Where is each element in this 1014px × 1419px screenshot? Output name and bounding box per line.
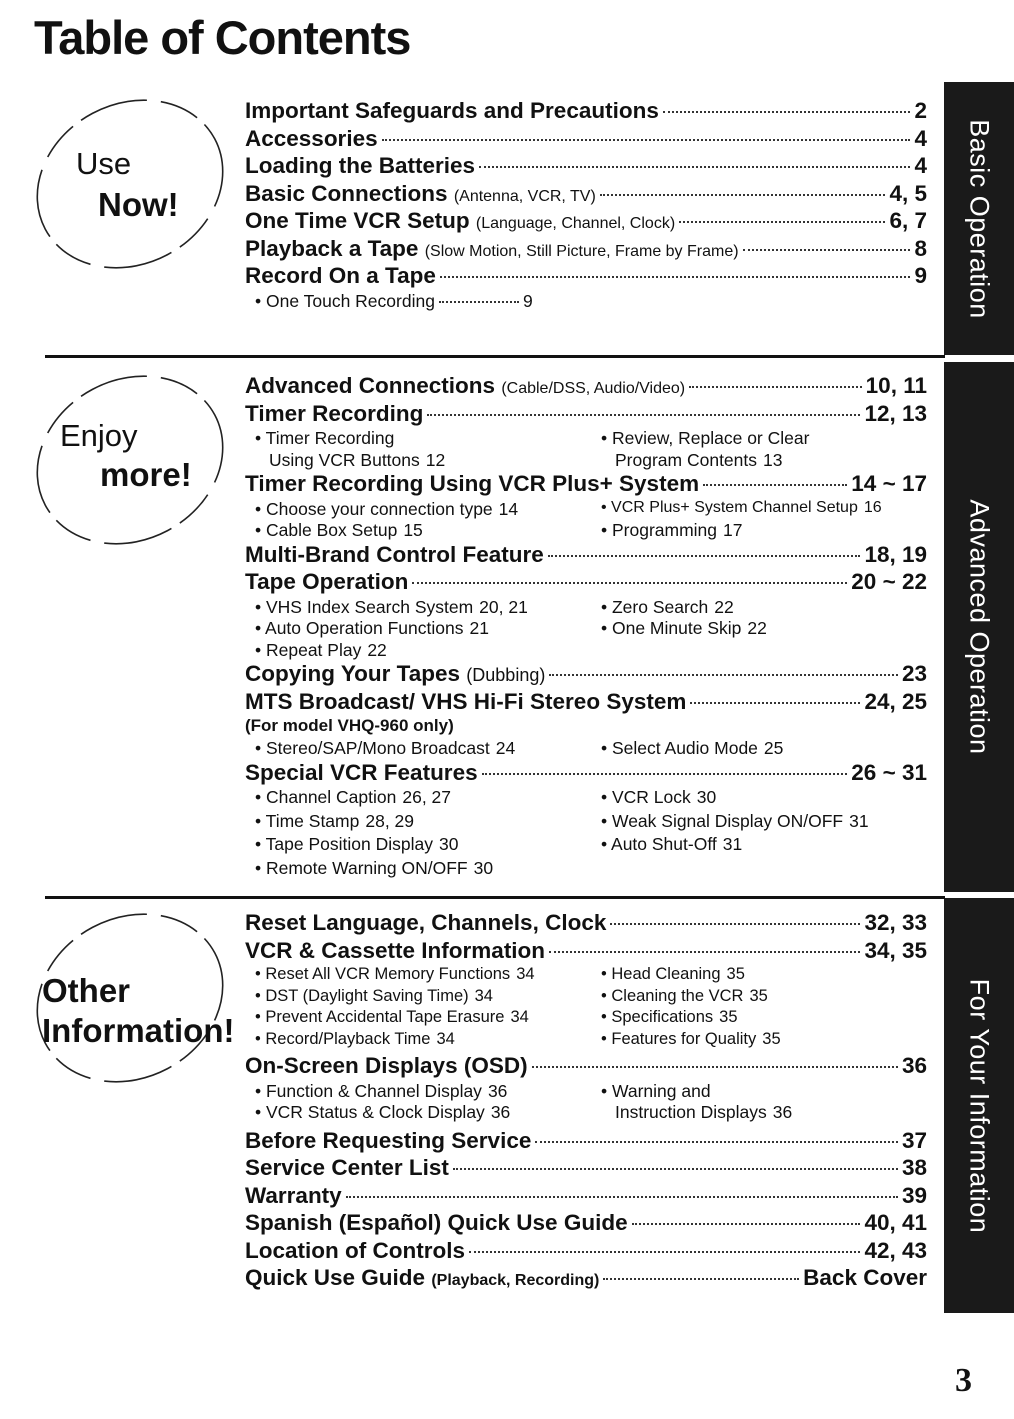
subitem-label: • Channel Caption	[255, 787, 397, 807]
subitem-grid	[245, 1081, 927, 1124]
tab-for-your-information[interactable]	[944, 898, 1014, 1313]
entry-title: Record On a Tape	[245, 263, 436, 288]
subitem-grid	[245, 597, 927, 662]
subitem-page: 20, 21	[479, 596, 528, 617]
toc-entry[interactable]	[245, 1210, 927, 1238]
toc-subitem[interactable]	[601, 965, 923, 987]
subitem-page: 22	[714, 596, 734, 617]
toc-entry[interactable]	[245, 208, 927, 236]
entry-title: Spanish (Español) Quick Use Guide	[245, 1210, 628, 1235]
subitem-page: 30	[696, 787, 717, 807]
subitem-label: • One Touch Recording	[255, 290, 435, 311]
subitem-label: • Remote Warning ON/OFF	[255, 857, 468, 878]
subitem-label: • Warning and	[601, 1080, 711, 1101]
toc-subitem[interactable]	[601, 811, 923, 833]
toc-subitem[interactable]	[601, 597, 923, 619]
badge-line-2: Information!	[42, 1012, 235, 1049]
badge-line-1: Other	[42, 972, 131, 1009]
subitem-label: • Reset All VCR Memory Functions	[255, 965, 511, 983]
subitem-label: • Cleaning the VCR	[601, 986, 744, 1005]
subitem-page: 34	[436, 1029, 455, 1048]
entry-page: Back Cover	[803, 1265, 927, 1290]
subitem-page: 22	[747, 618, 767, 638]
entry-page: 34, 35	[864, 937, 927, 963]
subitem-label: • Features for Quality	[601, 1029, 757, 1048]
subitem-page: 36	[490, 1102, 511, 1122]
entry-subtitle: (Language, Channel, Clock)	[475, 215, 676, 232]
toc-subitem[interactable]	[255, 520, 577, 542]
subitem-label: • Head Cleaning	[601, 965, 721, 983]
toc-subitem[interactable]	[255, 858, 577, 880]
toc-entry[interactable]	[245, 760, 927, 788]
subitem-page: 16	[863, 498, 882, 516]
toc-subitem[interactable]	[255, 811, 577, 833]
subitem-page: 35	[762, 1029, 781, 1048]
toc-entry[interactable]	[245, 938, 927, 966]
toc-entry[interactable]	[245, 910, 927, 938]
entry-title: Before Requesting Service	[245, 1127, 532, 1153]
subitem-label: • Auto Shut-Off	[601, 834, 717, 854]
toc-entry[interactable]	[245, 236, 927, 264]
entry-title: Service Center List	[245, 1155, 449, 1180]
subitem-label: • Cable Box Setup	[255, 520, 398, 540]
entry-page: 20 ~ 22	[851, 569, 927, 594]
entry-title: Playback a Tape	[245, 235, 419, 261]
subitem-page: 28, 29	[365, 810, 415, 831]
toc-entry[interactable]	[245, 373, 927, 401]
subitem-label: Using VCR Buttons	[269, 449, 420, 470]
entry-page: 38	[901, 1155, 927, 1180]
entry-page: 32, 33	[864, 910, 927, 935]
subitem-label: • Time Stamp	[255, 810, 360, 831]
tab-advanced-operation[interactable]	[944, 362, 1014, 892]
subitem-label: • DST (Daylight Saving Time)	[255, 986, 469, 1005]
toc-subitem[interactable]	[255, 1102, 577, 1124]
toc-subitem[interactable]	[601, 987, 923, 1009]
subitem-page: 13	[763, 449, 783, 470]
subitem-label: • VCR Status & Clock Display	[255, 1102, 485, 1122]
section-information-entries	[245, 910, 927, 1293]
toc-subitem[interactable]	[255, 640, 577, 662]
section-divider	[45, 896, 945, 899]
entry-title: Reset Language, Channels, Clock	[245, 910, 607, 935]
entry-title: Loading the Batteries	[245, 153, 476, 178]
entry-page: 40, 41	[864, 1210, 927, 1235]
subitem-page: 26, 27	[402, 787, 452, 807]
toc-subitem[interactable]	[601, 1081, 923, 1103]
entry-page: 26 ~ 31	[851, 759, 927, 785]
toc-entry[interactable]	[245, 471, 927, 499]
model-note: (For model VHQ-960 only)	[245, 716, 454, 735]
subitem-grid	[245, 965, 927, 1051]
subitem-page: 35	[719, 1008, 738, 1026]
subitem-grid	[245, 787, 927, 879]
entry-title: Special VCR Features	[245, 759, 478, 785]
toc-entry[interactable]	[245, 661, 927, 689]
toc-subitem[interactable]	[601, 428, 923, 450]
subitem-page: 25	[763, 738, 784, 758]
subitem-label: • Specifications	[601, 1008, 714, 1026]
entry-title: One Time VCR Setup	[245, 208, 470, 233]
subitem-page: 34	[510, 1008, 529, 1026]
entry-title: Advanced Connections	[245, 373, 496, 398]
subitem-label: Program Contents	[615, 449, 758, 470]
entry-page: 4, 5	[889, 180, 927, 206]
section-basic-entries	[245, 98, 927, 312]
toc-entry[interactable]	[245, 689, 927, 717]
toc-subitem[interactable]	[255, 987, 577, 1009]
toc-entry[interactable]	[245, 401, 927, 429]
subitem-label: • One Minute Skip	[601, 618, 742, 638]
entry-subtitle: (Antenna, VCR, TV)	[453, 187, 596, 205]
subitem-page: 34	[474, 986, 493, 1005]
subitem-label: • Review, Replace or Clear	[601, 428, 810, 448]
entry-page: 12, 13	[864, 400, 927, 426]
entry-title: Important Safeguards and Precautions	[245, 98, 659, 123]
toc-entry[interactable]	[245, 1183, 927, 1211]
entry-page: 2	[914, 98, 927, 123]
toc-subitem[interactable]	[255, 499, 577, 521]
entry-page: 8	[914, 235, 927, 261]
toc-entry[interactable]	[245, 1053, 927, 1081]
subitem-label: • Select Audio Mode	[601, 738, 758, 758]
entry-title: VCR & Cassette Information	[245, 937, 546, 963]
toc-entry[interactable]	[245, 1155, 927, 1183]
subitem-label: • Stereo/SAP/Mono Broadcast	[255, 738, 490, 758]
toc-subitem[interactable]	[255, 618, 577, 640]
subitem-grid	[245, 428, 927, 471]
entry-page: 4	[914, 125, 927, 151]
entry-page: 10, 11	[865, 373, 927, 398]
entry-title: On-Screen Displays (OSD)	[245, 1053, 528, 1078]
subitem-page: 36	[487, 1080, 508, 1101]
badge-use-now	[30, 96, 230, 286]
toc-entry[interactable]	[245, 1128, 927, 1156]
entry-title: Warranty	[245, 1182, 342, 1208]
subitem-page: 22	[367, 639, 387, 660]
toc-entry[interactable]	[245, 1265, 927, 1293]
section-divider	[45, 355, 945, 358]
tab-label: For Your Information	[964, 978, 995, 1233]
subitem-label: • Auto Operation Functions	[255, 618, 464, 638]
subitem-label: • Repeat Play	[255, 639, 362, 660]
subitem-page: 35	[726, 965, 745, 983]
subitem-page: 36	[772, 1102, 793, 1122]
toc-subitem[interactable]	[255, 787, 577, 809]
subitem-grid	[245, 499, 927, 542]
toc-entry[interactable]	[245, 542, 927, 570]
tab-label: Basic Operation	[964, 118, 995, 319]
subitem-page: 30	[438, 834, 459, 854]
subitem-label: • VCR Lock	[601, 787, 691, 807]
toc-entry[interactable]	[245, 1238, 927, 1266]
toc-subitem[interactable]	[601, 1008, 923, 1030]
subitem-grid	[245, 738, 927, 760]
badge-line-1: Use	[76, 146, 132, 181]
toc-subitem[interactable]	[255, 834, 577, 856]
entry-page: 39	[901, 1182, 927, 1208]
entry-subtitle: (Dubbing)	[466, 665, 546, 685]
entry-page: 6, 7	[889, 208, 927, 233]
subitem-label: • VCR Plus+ System Channel Setup	[601, 498, 858, 516]
toc-subitem[interactable]	[601, 738, 923, 760]
tab-basic-operation[interactable]	[944, 82, 1014, 355]
toc-entry[interactable]	[245, 263, 927, 291]
toc-entry[interactable]	[245, 98, 927, 126]
toc-subitem[interactable]	[601, 450, 923, 472]
entry-page: 23	[901, 661, 927, 686]
entry-title: Multi-Brand Control Feature	[245, 541, 544, 567]
subitem-label: • Function & Channel Display	[255, 1080, 482, 1101]
tab-label: Advanced Operation	[964, 499, 995, 755]
toc-subitem[interactable]	[255, 738, 577, 760]
entry-subtitle: (Slow Motion, Still Picture, Frame by Frame)	[424, 242, 739, 260]
entry-title: Timer Recording Using VCR Plus+ System	[245, 471, 700, 496]
entry-title: Copying Your Tapes	[245, 661, 461, 686]
toc-subitem[interactable]	[601, 787, 923, 809]
toc-subitem[interactable]	[601, 499, 923, 521]
subitem-label: • Tape Position Display	[255, 834, 433, 854]
subitem-page: 35	[749, 986, 768, 1005]
entry-title: Accessories	[245, 125, 378, 151]
toc-subitem[interactable]	[601, 834, 923, 856]
entry-title: Timer Recording	[245, 400, 424, 426]
subitem-page: 30	[473, 857, 494, 878]
subitem-page: 31	[849, 810, 869, 831]
subitem-label: • Weak Signal Display ON/OFF	[601, 810, 844, 831]
entry-title: Basic Connections	[245, 180, 448, 206]
subitem-page: 9	[522, 290, 533, 311]
badge-line-2: more!	[100, 456, 192, 493]
toc-entry[interactable]	[245, 569, 927, 597]
subitem-label: • Choose your connection type	[255, 498, 493, 519]
entry-title: MTS Broadcast/ VHS Hi-Fi Stereo System	[245, 688, 687, 714]
badge-line-2: Now!	[98, 186, 179, 223]
subitem-page: 12	[425, 449, 446, 470]
toc-subitem[interactable]	[255, 1030, 577, 1052]
subitem-page: 34	[516, 965, 535, 983]
entry-subtitle: (Cable/DSS, Audio/Video)	[501, 380, 686, 397]
entry-page: 18, 19	[864, 541, 927, 567]
entry-page: 9	[914, 263, 927, 288]
subitem-label: • Zero Search	[601, 596, 709, 617]
toc-subitem[interactable]	[601, 1030, 923, 1052]
entry-subtitle: (Playback, Recording)	[431, 1272, 600, 1289]
subitem-page: 15	[403, 520, 423, 540]
subitem-page: 21	[469, 618, 489, 638]
entry-page: 42, 43	[864, 1237, 927, 1263]
subitem-label: • Prevent Accidental Tape Erasure	[255, 1008, 505, 1026]
toc-subitem[interactable]	[255, 1008, 577, 1030]
entry-page: 24, 25	[864, 688, 927, 714]
subitem-label: Instruction Displays	[615, 1102, 767, 1122]
subitem-page: 17	[723, 520, 743, 540]
entry-title: Tape Operation	[245, 569, 409, 594]
toc-subitem[interactable]	[255, 1081, 577, 1103]
page-title: Table of Contents	[34, 11, 411, 64]
toc-subitem[interactable]	[601, 520, 923, 542]
toc-subitem[interactable]	[255, 597, 577, 619]
entry-page: 37	[901, 1127, 927, 1153]
entry-title: Quick Use Guide	[245, 1265, 426, 1290]
subitem-label: • Timer Recording	[255, 428, 395, 448]
subitem-label: • Programming	[601, 520, 718, 540]
subitem-page: 24	[495, 738, 516, 758]
toc-subitem[interactable]	[255, 965, 577, 987]
toc-subitem[interactable]	[601, 618, 923, 640]
entry-title: Location of Controls	[245, 1237, 465, 1263]
subitem-page: 31	[722, 834, 743, 854]
subitem-label: • VHS Index Search System	[255, 596, 474, 617]
toc-subitem[interactable]	[245, 291, 927, 313]
entry-page: 14 ~ 17	[851, 471, 927, 496]
toc-entry[interactable]	[245, 153, 927, 181]
subitem-page: 14	[498, 498, 519, 519]
badge-other-information	[30, 910, 235, 1100]
toc-subitem[interactable]	[255, 428, 577, 450]
page-number: 3	[955, 1362, 972, 1399]
entry-page: 4	[914, 153, 927, 178]
badge-enjoy-more	[30, 372, 230, 562]
toc-subitem[interactable]	[601, 1102, 923, 1124]
section-advanced-entries	[245, 373, 927, 879]
entry-page: 36	[901, 1053, 927, 1078]
toc-entry[interactable]	[245, 181, 927, 209]
subitem-label: • Record/Playback Time	[255, 1029, 431, 1048]
badge-line-1: Enjoy	[60, 418, 138, 453]
toc-subitem[interactable]	[255, 450, 577, 472]
toc-entry[interactable]	[245, 126, 927, 154]
